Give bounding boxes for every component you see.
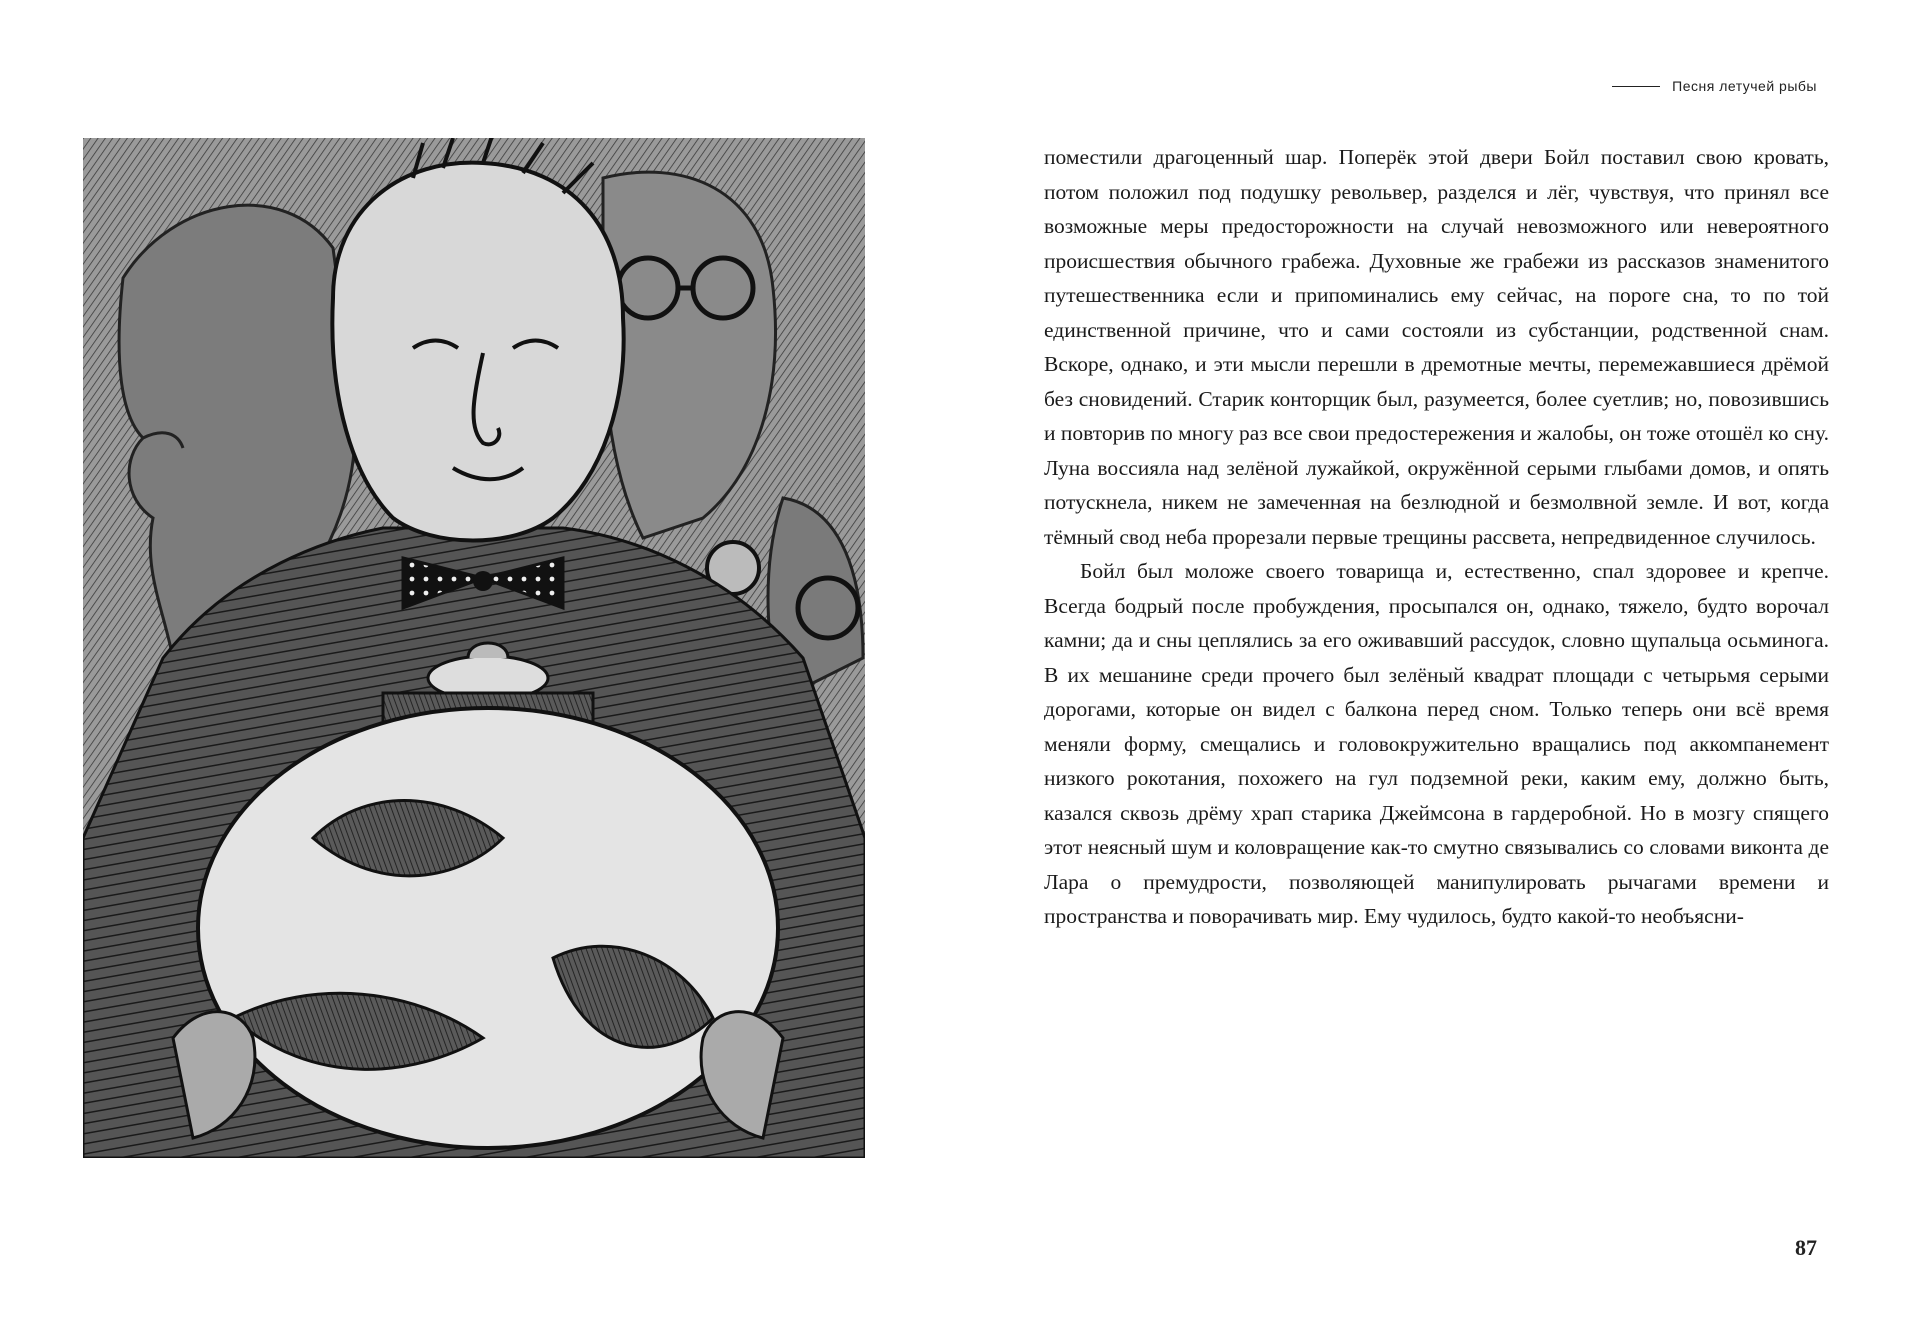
illustration	[83, 138, 865, 1158]
running-head-title: Песня летучей рыбы	[1672, 78, 1817, 94]
running-head	[1612, 78, 1817, 94]
pencil-drawing-man-with-fish-bowl-icon	[83, 138, 865, 1158]
running-head-rule	[1612, 86, 1660, 87]
paragraph-1: поместили драгоценный шар. Поперёк этой двери Бойл поставил свою кровать, потом положил под подушку револьвер, разделся и лёг, чувствуя, что принял все возможные меры предосторожности на случай невозможного или невероятного происшествия обычного грабежа. Духовные же грабежи из рассказов знаменитого путешественника если и припоминались ему сейчас, на пороге сна, то по той единственной причине, что и сами состояли из субстанции, родственной снам. Вскоре, однако, и эти мысли перешли в дремотные мечты, перемежавшиеся дрёмой без сновидений. Старик конторщик был, разумеется, более суетлив; но, повозившись и повторив по многу раз все свои предостережения и жалобы, он тоже отошёл ко сну. Луна воссияла над зелёной лужайкой, окружённой серыми глыбами домов, и опять потускнела, никем не замеченная на безлюдной и безмолвной земле. И вот, когда тёмный свод неба прорезали первые трещины рассвета, непредвиденное случилось.	[1044, 145, 1829, 549]
page-number: 87	[1795, 1235, 1817, 1260]
paragraph-2: Бойл был моложе своего товарища и, естественно, спал здоровее и крепче. Всегда бодрый после пробуждения, просыпался он, однако, тяжело, будто ворочал камни; да и сны цеплялись за его оживавший рассудок, словно щупальца осьминога. В их мешанине среди прочего был зелёный квадрат площади с четырьмя серыми дорогами, которые он видел с балкона перед сном. Только теперь они всё время меняли форму, смещались и головокружительно вращались под аккомпанемент низкого рокотания, похожего на гул подземной реки, каким ему, должно быть, казался сквозь дрёму храп старика Джеймсона в гардеробной. Но в мозгу спящего этот неясный шум и коловращение как-то смутно связывались со словами виконта де Лара о премудрости, позволяющей манипулировать рычагами времени и пространства и поворачивать мир. Ему чудилось, будто какой-то необъясни-	[1044, 559, 1829, 928]
body-text	[1044, 140, 1829, 934]
